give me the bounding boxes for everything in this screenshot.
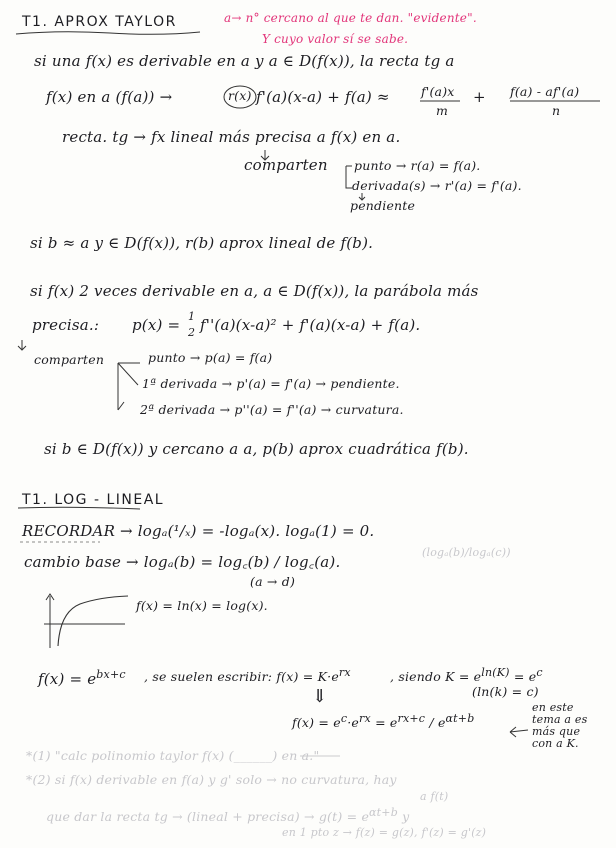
ln-curve bbox=[58, 596, 128, 646]
exp-result-sup2: rx bbox=[359, 712, 371, 725]
section1-title: T1. APROX TAYLOR bbox=[22, 14, 177, 30]
exp-lhs-base: f(x) = e bbox=[38, 670, 97, 688]
deriv2-line: 2ª derivada → p''(a) = f''(a) → curvatura. bbox=[140, 402, 404, 417]
frac-plus: + bbox=[473, 88, 486, 106]
side-note-4: con a K. bbox=[532, 737, 579, 750]
quadratic-approx-line: si b ∈ D(f(x)) y cercano a a, p(b) aprox cuadrática f(b). bbox=[44, 440, 469, 458]
title-underline bbox=[16, 32, 200, 35]
bracket-2 bbox=[118, 363, 140, 410]
comparten-label: comparten bbox=[244, 156, 328, 174]
note-line-2: Y cuyo valor sí se sabe. bbox=[262, 32, 409, 46]
frac1-den: m bbox=[436, 103, 449, 118]
footnote-3 bbox=[46, 806, 409, 824]
footnote-a: a f(t) bbox=[420, 790, 449, 803]
footnote-2: *(2) si f(x) derivable en f(a) y g' solo → no curvatura, hay bbox=[26, 772, 397, 787]
footnote-3-sup: αt+b bbox=[369, 806, 398, 819]
cambio-sub: (a → d) bbox=[250, 574, 296, 589]
arrow-left bbox=[510, 727, 528, 737]
exp-siendo-tail-sup: c bbox=[536, 666, 543, 679]
exp-result-tail: / e bbox=[429, 715, 446, 731]
frac2-den: n bbox=[552, 103, 561, 118]
section2-title: T1. LOG - LINEAL bbox=[22, 492, 165, 508]
footnote-4: en 1 pto z → f(z) = g(z), f'(z) = g'(z) bbox=[282, 826, 487, 839]
tangent-lhs: f(x) en a (f(a)) → bbox=[46, 88, 173, 106]
exp-result-sup1: c bbox=[340, 712, 348, 725]
footnote-3-tail: y bbox=[402, 809, 410, 825]
exp-siendo-tail: = e bbox=[513, 669, 537, 685]
rx-term: r(x) bbox=[228, 88, 252, 103]
graph-label: f(x) = ln(x) = log(x). bbox=[136, 598, 268, 613]
derivable-line: si una f(x) es derivable en a y a ∈ D(f(x)), la recta tg a bbox=[34, 52, 455, 70]
tangent-mid: f'(a)(x-a) + f(a) ≈ bbox=[256, 88, 390, 106]
ln-graph bbox=[44, 594, 128, 648]
exp-siendo bbox=[390, 666, 543, 684]
side-note bbox=[532, 702, 587, 750]
recta-tg-line: recta. tg → fx lineal más precisa a f(x) en a. bbox=[62, 128, 401, 146]
exp-siendo-sup: ln(K) bbox=[481, 666, 510, 679]
footnote-3-text: que dar la recta tg → (lineal + precisa) → g(t) = e bbox=[46, 809, 370, 825]
implies-arrow: ⇓ bbox=[312, 686, 328, 707]
exp-result-mid: ·e bbox=[347, 715, 360, 731]
side-note-3: más que bbox=[532, 725, 581, 738]
exp-siendo-text: , siendo K = e bbox=[390, 669, 482, 685]
footnote-1: *(1) "calc polinomio taylor f(x) (______) en a." bbox=[26, 748, 320, 763]
frac1-num: f'(a)x bbox=[421, 84, 455, 99]
b-approx-line: si b ≈ a y ∈ D(f(x)), r(b) aprox lineal de f(b). bbox=[30, 234, 374, 252]
precisa-label: precisa.: bbox=[32, 316, 100, 334]
exp-result bbox=[292, 712, 474, 730]
half-den: 2 bbox=[188, 326, 196, 339]
exp-mid-text: , se suelen escribir: f(x) = K·e bbox=[144, 669, 339, 685]
note-line-1: a→ n° cercano al que te dan. "evidente". bbox=[224, 11, 477, 25]
px-lhs: p(x) = bbox=[132, 316, 181, 334]
punto2-line: punto → p(a) = f(a) bbox=[148, 350, 273, 365]
exp-result-sup4: αt+b bbox=[445, 712, 475, 725]
punto-line: punto → r(a) = f(a). bbox=[354, 158, 481, 173]
exp-lhs-sup: bx+c bbox=[96, 668, 126, 681]
two-times-line: si f(x) 2 veces derivable en a, a ∈ D(f(x)), la parábola más bbox=[30, 282, 479, 300]
recordar-line: RECORDAR → logₐ(¹/ₓ) = -logₐ(x). logₐ(1) = 0. bbox=[22, 522, 375, 540]
side-note-2: tema a es bbox=[532, 713, 588, 726]
derivada-line: derivada(s) → r'(a) = f'(a). bbox=[352, 178, 522, 193]
deriv1-line: 1ª derivada → p'(a) = f'(a) → pendiente. bbox=[142, 376, 400, 391]
exp-result-lhs: f(x) = e bbox=[292, 715, 341, 731]
arrow-down-3 bbox=[18, 340, 26, 350]
exp-mid-sup: rx bbox=[338, 666, 351, 679]
side-note-1: en este bbox=[532, 701, 574, 714]
cambio-base-line: cambio base → logₐ(b) = log꜀(b) / log꜀(a). bbox=[24, 553, 341, 571]
cambio-faint: (logₐ(b)/logₐ(c)) bbox=[422, 546, 511, 559]
frac2-num: f(a) - af'(a) bbox=[510, 84, 580, 99]
half-num: 1 bbox=[188, 310, 196, 323]
exp-result-sup3: rx+c bbox=[397, 712, 426, 725]
exp-result-eq: = e bbox=[375, 715, 398, 731]
ln-k-note: (ln(k) = c) bbox=[472, 684, 539, 699]
exp-mid bbox=[144, 666, 351, 684]
comparten2-label: comparten bbox=[34, 352, 105, 367]
exp-lhs bbox=[38, 668, 126, 688]
px-rhs: f''(a)(x-a)² + f'(a)(x-a) + f(a). bbox=[200, 316, 421, 334]
pendiente-label: pendiente bbox=[350, 198, 416, 213]
